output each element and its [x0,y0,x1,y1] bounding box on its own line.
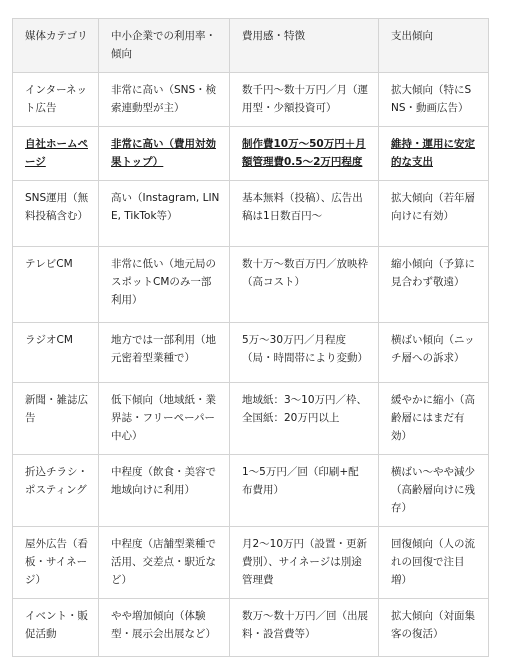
table-row [13,323,489,383]
cell-trend: 拡大傾向（特にSNS・動画広告） [379,73,489,127]
cell-category: インターネット広告 [13,73,99,127]
cell-trend: 拡大傾向（対面集客の復活） [379,599,489,657]
cell-cost: 数十万〜数百万円／放映枠（高コスト） [230,247,379,323]
header-usage-rate: 中小企業での利用率・傾向 [99,19,230,73]
cell-cost: 月2〜10万円（設置・更新費別）、サイネージは別途管理費 [230,527,379,599]
cell-usage: 非常に高い（費用対効果トップ） [99,127,230,181]
cell-usage: 中程度（店舗型業種で活用、交差点・駅近など） [99,527,230,599]
table-row-highlighted [13,127,489,181]
table-row [13,599,489,657]
cell-trend: 拡大傾向（若年層向けに有効） [379,181,489,247]
cell-cost: 数万〜数十万円／回（出展料・設営費等） [230,599,379,657]
cell-usage: 地方では一部利用（地元密着型業種で） [99,323,230,383]
table-row [13,247,489,323]
cell-category: テレビCM [13,247,99,323]
table-header-row [13,19,489,73]
table-row [13,527,489,599]
header-spending-trend: 支出傾向 [379,19,489,73]
cell-trend: 緩やかに縮小（高齢層にはまだ有効） [379,383,489,455]
cell-cost: 数千円〜数十万円／月（運用型・少額投資可） [230,73,379,127]
cell-cost: 1〜5万円／回（印刷+配布費用） [230,455,379,527]
cell-usage: 高い（Instagram, LINE, TikTok等） [99,181,230,247]
cell-trend: 横ばい傾向（ニッチ層への訴求） [379,323,489,383]
cell-cost: 制作費10万〜50万円＋月額管理費0.5〜2万円程度 [230,127,379,181]
cell-cost: 5万〜30万円／月程度（局・時間帯により変動） [230,323,379,383]
cell-usage: 中程度（飲食・美容で地域向けに利用） [99,455,230,527]
media-spending-table [12,18,489,657]
cell-category: 屋外広告（看板・サイネージ） [13,527,99,599]
cell-cost: 基本無料（投稿）、広告出稿は1日数百円〜 [230,181,379,247]
cell-category: 折込チラシ・ポスティング [13,455,99,527]
cell-usage: やや増加傾向（体験型・展示会出展など） [99,599,230,657]
cell-category: 自社ホームページ [13,127,99,181]
header-media-category: 媒体カテゴリ [13,19,99,73]
cell-category: 新聞・雑誌広告 [13,383,99,455]
cell-trend: 回復傾向（人の流れの回復で注目増） [379,527,489,599]
table-row [13,455,489,527]
header-cost-features: 費用感・特徴 [230,19,379,73]
cell-category: ラジオCM [13,323,99,383]
cell-usage: 低下傾向（地域紙・業界誌・フリーペーパー中心） [99,383,230,455]
cell-cost: 地域紙：3〜10万円／枠、全国紙：20万円以上 [230,383,379,455]
table-row [13,181,489,247]
cell-usage: 非常に高い（SNS・検索連動型が主） [99,73,230,127]
cell-usage: 非常に低い（地元局のスポットCMのみ一部利用） [99,247,230,323]
cell-trend: 縮小傾向（予算に見合わず敬遠） [379,247,489,323]
table-row [13,383,489,455]
table-row [13,73,489,127]
cell-trend: 維持・運用に安定的な支出 [379,127,489,181]
cell-category: イベント・販促活動 [13,599,99,657]
cell-category: SNS運用（無料投稿含む） [13,181,99,247]
cell-trend: 横ばい〜やや減少（高齢層向けに残存） [379,455,489,527]
